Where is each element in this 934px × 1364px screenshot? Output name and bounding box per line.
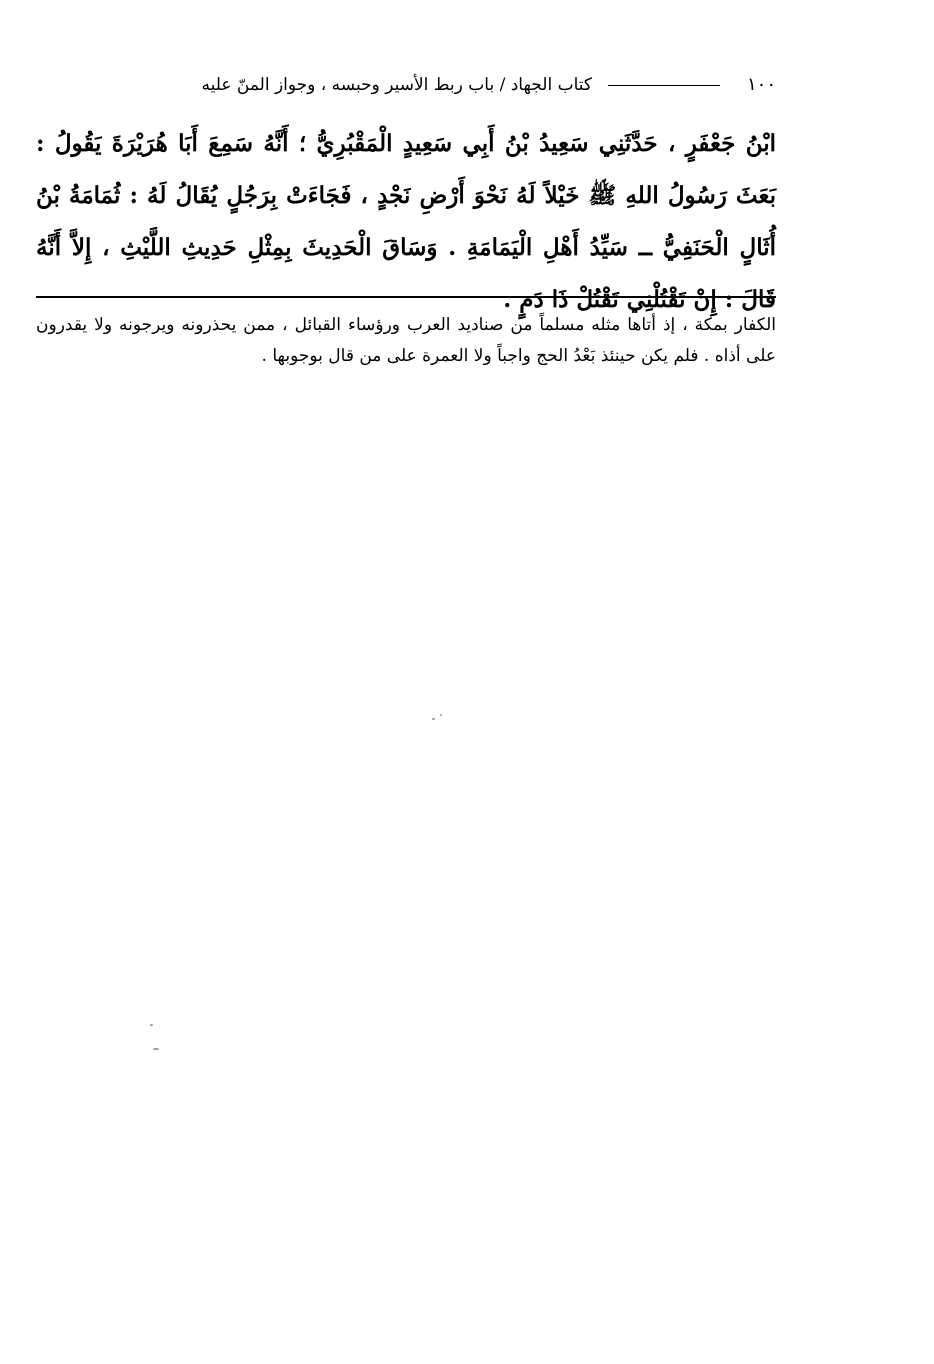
scan-speck bbox=[440, 714, 442, 716]
page-number: ١٠٠ bbox=[746, 74, 776, 95]
scan-speck bbox=[150, 1024, 153, 1026]
footnote-paragraph: الكفار بمكة ، إذ أتاها مثله مسلماً من صناديد العرب ورؤساء القبائل ، ممن يحذرونه ويرجونه ولا يقدرون على أذاه . فلم يكن حينئذ بَعْدُ الحج واجباً ولا العمرة على من قال بوجوبها . bbox=[36, 315, 776, 366]
hadith-paragraph: ابْنُ جَعْفَرٍ ، حَدَّثَنِي سَعِيدُ بْنُ أَبِي سَعِيدٍ الْمَقْبُرِيُّ ؛ أَنَّهُ سَمِعَ أَبَا هُرَيْرَةَ يَقُولُ : بَعَثَ رَسُولُ اللهِ ﷺ خَيْلاً لَهُ نَحْوَ أَرْضِ نَجْدٍ ، فَجَاءَتْ بِرَجُلٍ يُقَالُ لَهُ : ثُمَامَةُ بْنُ أُثَالٍ الْحَنَفِيُّ ــ سَيِّدُ أَهْلِ الْيَمَامَةِ . وَسَاقَ الْحَدِيثَ بِمِثْلِ حَدِيثِ اللَّيْثِ ، إِلاَّ أَنَّهُ قَالَ : إِنْ تَقْتُلْنِي تَقْتُلْ ذَا دَمٍ . bbox=[36, 130, 776, 313]
footnote-separator bbox=[36, 296, 776, 298]
footnote-block bbox=[36, 310, 776, 372]
running-title: كتاب الجهاد / باب ربط الأسير وحبسه ، وجواز المنّ عليه bbox=[201, 75, 592, 95]
scan-speck bbox=[153, 1048, 159, 1050]
header-rule bbox=[608, 85, 720, 86]
scan-speck bbox=[432, 718, 435, 720]
running-header bbox=[36, 68, 776, 102]
hadith-text-block bbox=[36, 118, 776, 326]
